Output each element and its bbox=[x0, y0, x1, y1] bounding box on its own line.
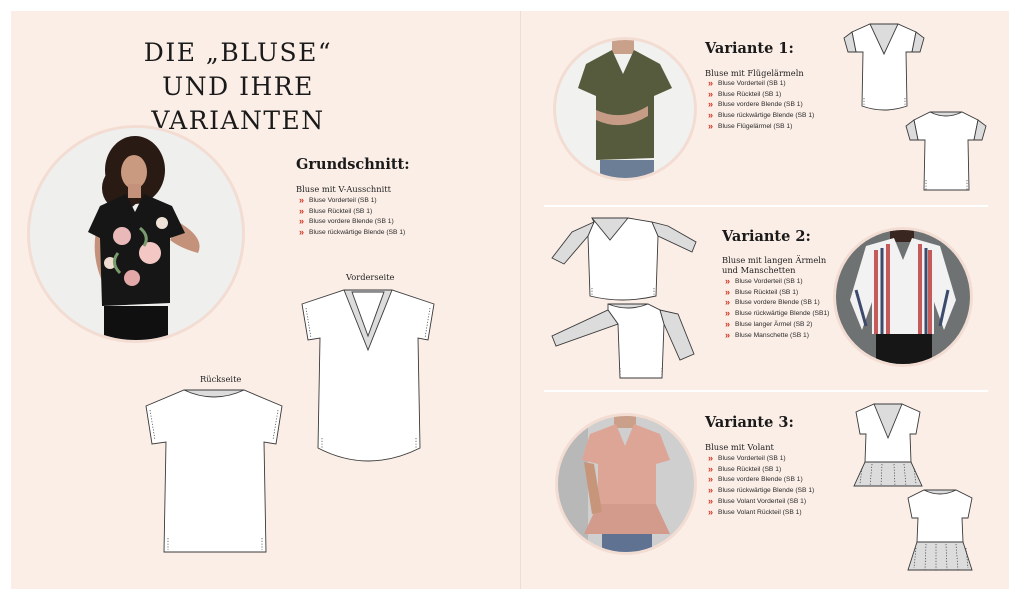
list-item: » Bluse Flügelärmel (SB 1) bbox=[705, 122, 814, 133]
variante3-front-drawing bbox=[848, 402, 928, 490]
list-item: » Bluse Rückteil (SB 1) bbox=[705, 465, 814, 476]
list-item: » Bluse Vorderteil (SB 1) bbox=[705, 454, 814, 465]
list-item: » Bluse Rückteil (SB 1) bbox=[296, 207, 405, 218]
variante2-front-drawing bbox=[548, 214, 698, 300]
section-divider-1 bbox=[544, 205, 988, 207]
variante2-subtitle-line2: und Manschetten bbox=[722, 265, 796, 275]
variante2-back-drawing bbox=[550, 302, 704, 382]
photo-variante2-striped-blouse bbox=[836, 230, 970, 364]
list-item: » Bluse Rückteil (SB 1) bbox=[722, 288, 829, 299]
page-gutter bbox=[520, 11, 521, 589]
list-item: » Bluse Vorderteil (SB 1) bbox=[296, 196, 405, 207]
grundschnitt-parts-list bbox=[296, 196, 405, 239]
list-item: » Bluse Manschette (SB 1) bbox=[722, 331, 829, 342]
list-item: » Bluse vordere Blende (SB 1) bbox=[705, 475, 814, 486]
list-item: » Bluse vordere Blende (SB 1) bbox=[296, 217, 405, 228]
grundschnitt-heading: Grundschnitt: bbox=[296, 156, 410, 173]
variante1-front-drawing bbox=[842, 22, 926, 112]
list-item: » Bluse rückwärtige Blende (SB 1) bbox=[296, 228, 405, 239]
variante2-parts-list bbox=[722, 277, 829, 341]
photo-variante3-pink-blouse bbox=[558, 416, 694, 552]
grundschnitt-back-drawing bbox=[142, 388, 286, 556]
variante1-parts-list bbox=[705, 79, 814, 133]
variante3-heading: Variante 3: bbox=[705, 414, 794, 431]
main-title-line1: DIE „BLUSE“ bbox=[143, 38, 333, 67]
grundschnitt-front-drawing bbox=[296, 288, 440, 470]
variante3-subtitle: Bluse mit Volant bbox=[705, 442, 774, 452]
photo-variante1-olive-blouse bbox=[556, 40, 694, 178]
list-item: » Bluse Volant Vorderteil (SB 1) bbox=[705, 497, 814, 508]
list-item: » Bluse vordere Blende (SB 1) bbox=[722, 298, 829, 309]
list-item: » Bluse rückwärtige Blende (SB 1) bbox=[705, 111, 814, 122]
list-item: » Bluse Vorderteil (SB 1) bbox=[722, 277, 829, 288]
variante3-parts-list bbox=[705, 454, 814, 518]
list-item: » Bluse Vorderteil (SB 1) bbox=[705, 79, 814, 90]
list-item: » Bluse langer Ärmel (SB 2) bbox=[722, 320, 829, 331]
list-item: » Bluse rückwärtige Blende (SB1) bbox=[722, 309, 829, 320]
grundschnitt-subtitle: Bluse mit V-Ausschnitt bbox=[296, 184, 391, 194]
variante1-subtitle: Bluse mit Flügelärmeln bbox=[705, 68, 804, 78]
front-view-caption: Vorderseite bbox=[346, 272, 395, 282]
variante1-back-drawing bbox=[904, 110, 988, 192]
variante2-heading: Variante 2: bbox=[722, 228, 811, 245]
back-view-caption: Rückseite bbox=[200, 374, 242, 384]
photo-floral-blouse bbox=[30, 128, 242, 340]
variante3-back-drawing bbox=[900, 488, 980, 574]
list-item: » Bluse Volant Rückteil (SB 1) bbox=[705, 508, 814, 519]
list-item: » Bluse Rückteil (SB 1) bbox=[705, 90, 814, 101]
variante2-subtitle-line1: Bluse mit langen Ärmeln bbox=[722, 255, 827, 265]
list-item: » Bluse vordere Blende (SB 1) bbox=[705, 100, 814, 111]
list-item: » Bluse rückwärtige Blende (SB 1) bbox=[705, 486, 814, 497]
section-divider-2 bbox=[544, 390, 988, 392]
variante1-heading: Variante 1: bbox=[705, 40, 794, 57]
main-title bbox=[88, 36, 388, 138]
main-title-line2: UND IHRE VARIANTEN bbox=[151, 72, 325, 135]
